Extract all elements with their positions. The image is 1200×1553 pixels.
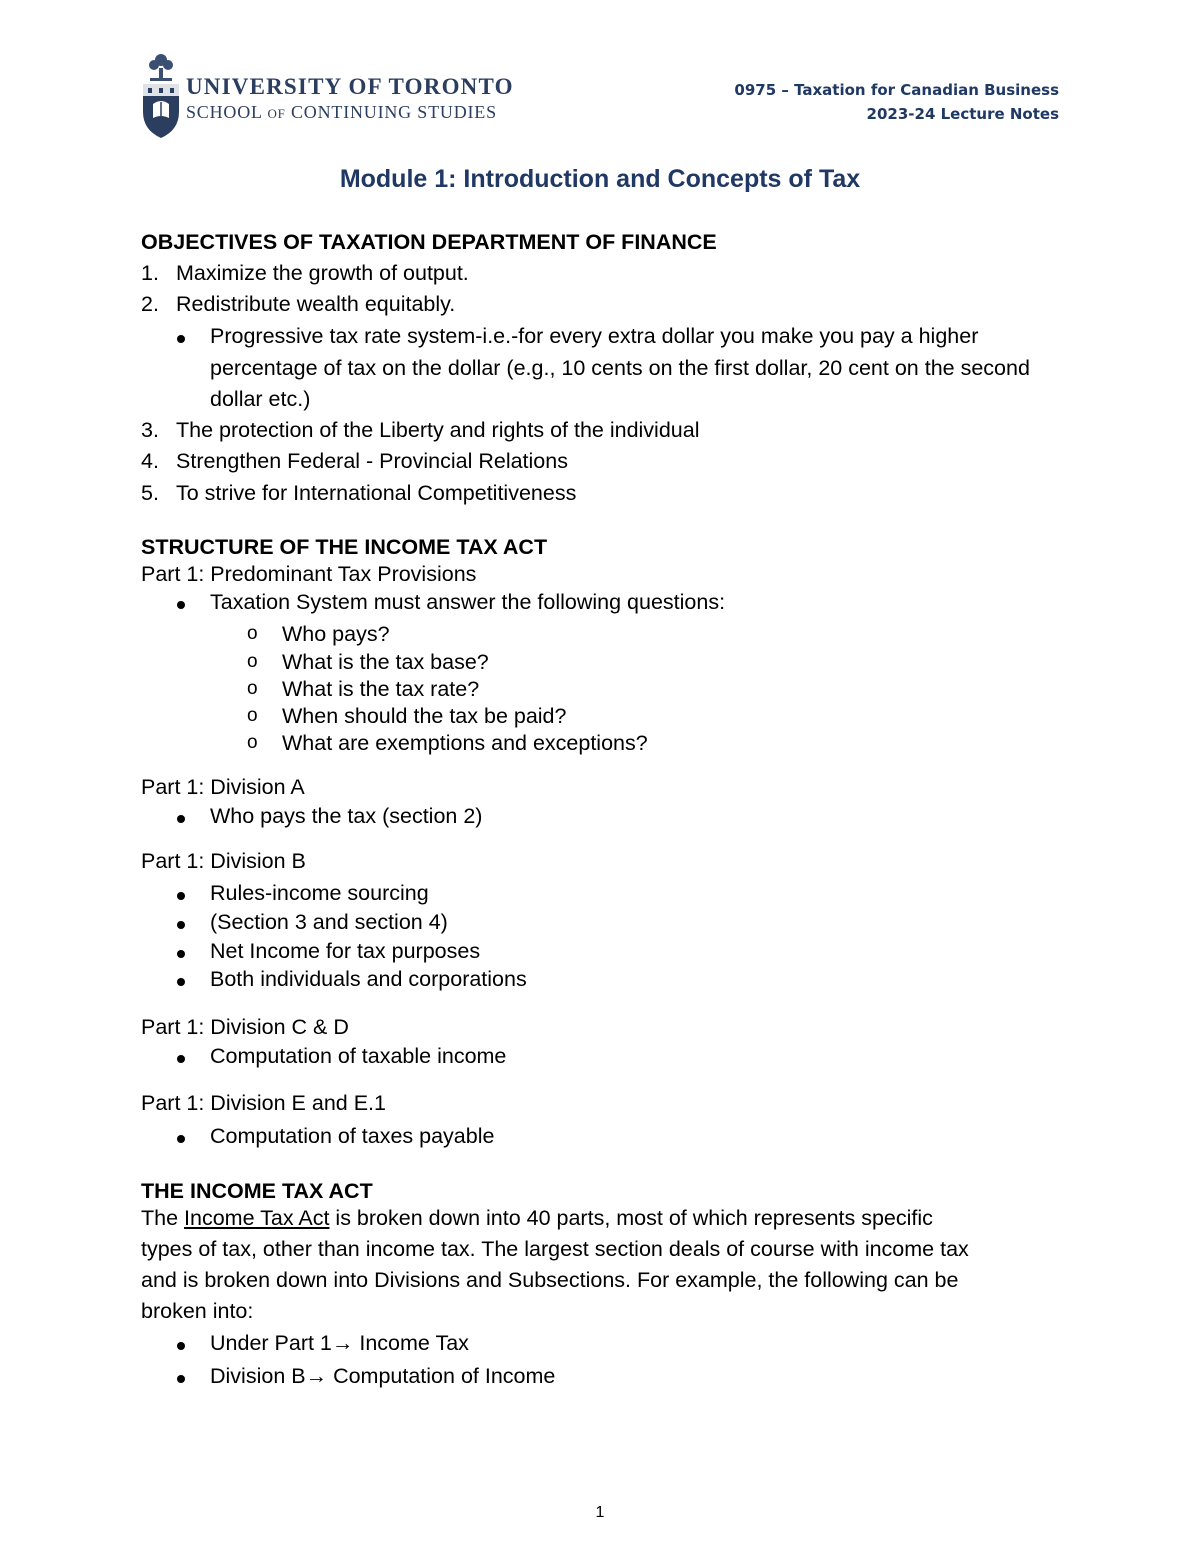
- question-item: When should the tax be paid?: [282, 704, 567, 728]
- ita-paragraph-line: The Income Tax Act is broken down into 40 parts, most of which represents specific: [141, 1206, 933, 1230]
- division-cd-label: Part 1: Division C & D: [141, 1015, 349, 1039]
- uoft-logo: [140, 52, 540, 142]
- division-a-label: Part 1: Division A: [141, 775, 305, 799]
- division-b-label: Part 1: Division B: [141, 849, 306, 873]
- bullet-icon: [177, 335, 185, 343]
- sub-bullet-icon: o: [247, 623, 258, 644]
- list-item: Computation of taxable income: [210, 1044, 507, 1068]
- part1-label: Part 1: Predominant Tax Provisions: [141, 562, 477, 586]
- sub-bullet-icon: o: [247, 732, 258, 753]
- list-item: Both individuals and corporations: [210, 967, 527, 991]
- page-number: 1: [595, 1504, 605, 1521]
- bullet-icon: [177, 892, 185, 900]
- list-item: Redistribute wealth equitably.: [176, 292, 456, 316]
- list-item: Taxation System must answer the following questions:: [210, 590, 726, 614]
- list-item: Who pays the tax (section 2): [210, 804, 483, 828]
- list-item: Division B→ Computation of Income: [210, 1364, 556, 1388]
- question-item: What is the tax base?: [282, 650, 489, 674]
- list-item: Net Income for tax purposes: [210, 939, 481, 963]
- course-title: 0975 – Taxation for Canadian Business: [734, 81, 1059, 99]
- list-number: 1.: [141, 261, 159, 285]
- sub-bullet-icon: o: [247, 705, 258, 726]
- header-course-info: [734, 78, 1059, 126]
- arrow-right-icon: →: [331, 1331, 354, 1355]
- question-item: What are exemptions and exceptions?: [282, 731, 648, 755]
- list-item-continued: dollar etc.): [210, 387, 311, 411]
- ita-paragraph-line: broken into:: [141, 1299, 254, 1323]
- list-item: Strengthen Federal - Provincial Relations: [176, 449, 568, 473]
- list-item: The protection of the Liberty and rights of the individual: [176, 418, 700, 442]
- question-item: Who pays?: [282, 622, 390, 646]
- list-item: (Section 3 and section 4): [210, 910, 448, 934]
- bullet-icon: [177, 978, 185, 986]
- crest-icon: [140, 52, 182, 140]
- list-number: 2.: [141, 292, 159, 316]
- list-item: To strive for International Competitiveness: [176, 481, 577, 505]
- list-item: Progressive tax rate system-i.e.-for every extra dollar you make you pay a higher: [210, 324, 979, 348]
- bullet-icon: [177, 601, 185, 609]
- list-number: 4.: [141, 449, 159, 473]
- list-item: Rules-income sourcing: [210, 881, 429, 905]
- logo-university-name: UNIVERSITY OF TORONTO: [186, 74, 514, 99]
- list-item-continued: percentage of tax on the dollar (e.g., 10 cents on the first dollar, 20 cent on the second: [210, 356, 1030, 380]
- list-item: Under Part 1→ Income Tax: [210, 1331, 469, 1355]
- ita-paragraph-line: and is broken down into Divisions and Subsections. For example, the following can be: [141, 1268, 959, 1292]
- list-item: Computation of taxes payable: [210, 1124, 495, 1148]
- question-item: What is the tax rate?: [282, 677, 480, 701]
- page-title: Module 1: Introduction and Concepts of Tax: [339, 165, 861, 193]
- division-e-label: Part 1: Division E and E.1: [141, 1091, 386, 1115]
- bullet-icon: [177, 1135, 185, 1143]
- bullet-icon: [177, 1342, 185, 1350]
- structure-heading: STRUCTURE OF THE INCOME TAX ACT: [141, 535, 548, 559]
- objectives-heading: OBJECTIVES OF TAXATION DEPARTMENT OF FINANCE: [141, 230, 717, 254]
- logo-school-name: SCHOOL OF CONTINUING STUDIES: [186, 102, 497, 122]
- ita-heading: THE INCOME TAX ACT: [141, 1179, 373, 1203]
- ita-paragraph-line: types of tax, other than income tax. The largest section deals of course with income tax: [141, 1237, 969, 1261]
- list-item: Maximize the growth of output.: [176, 261, 469, 285]
- sub-bullet-icon: o: [247, 678, 258, 699]
- income-tax-act-link[interactable]: Income Tax Act: [184, 1206, 330, 1230]
- bullet-icon: [177, 921, 185, 929]
- bullet-icon: [177, 1055, 185, 1063]
- bullet-icon: [177, 1375, 185, 1383]
- bullet-icon: [177, 950, 185, 958]
- bullet-icon: [177, 815, 185, 823]
- arrow-right-icon: →: [305, 1364, 328, 1388]
- list-number: 5.: [141, 481, 159, 505]
- sub-bullet-icon: o: [247, 651, 258, 672]
- lecture-notes-year: 2023-24 Lecture Notes: [866, 105, 1059, 123]
- list-number: 3.: [141, 418, 159, 442]
